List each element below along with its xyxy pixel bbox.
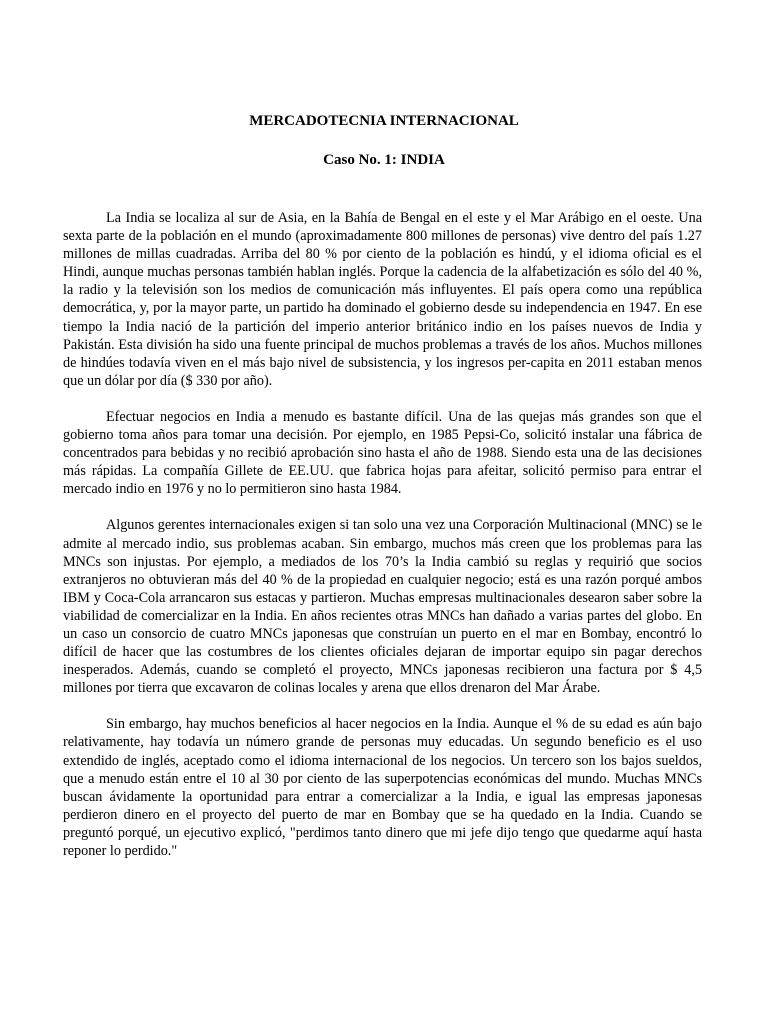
document-title: MERCADOTECNIA INTERNACIONAL (249, 113, 519, 129)
paragraph-mnc-problems: Algunos gerentes internacionales exigen si tan solo una vez una Corporación Multinacional (MNC) se le admite al mercado indio, sus problemas acaban. Sin embargo, muchos más creen que los problemas para las MNCs son injustas. Por ejemplo, a mediados de los 70’s la India cambió su reglas y requirió que socios extranjeros no obtuvieran más del 40 % de la propiedad en cualquier negocio; está es una razón porqué ambos IBM y Coca-Cola arrancaron sus estacas y partieron. Muchas empresas multinacionales desearon saber sobre la viabilidad de comercializar en la India. En años recientes otras MNCs han dañado a varias partes del globo. En un caso un consorcio de cuatro MNCs japonesas que construían un puerto en el mar en Bombay, encontró lo difícil de hacer que las costumbres de los clientes oficiales dejaran de importar equipo sin pagar derechos inesperados. Además, cuando se completó el proyecto, MNCs japonesas recibieron una factura por $ 4,5 millones por tierra que excavaron de colinas locales y arena que ellos drenaron del Mar Árabe. (63, 517, 702, 697)
paragraph-location: La India se localiza al sur de Asia, en la Bahía de Bengal en el este y el Mar Arábigo en el oeste. Una sexta parte de la población en el mundo (aproximadamente 800 millones de personas) vive dentro del país 1.27 millones de millas cuadradas. Arriba del 80 % por ciento de la población es hindú, y el idioma oficial es el Hindi, aunque muchas personas también hablan inglés. Porque la cadencia de la alfabetización es sólo del 40 %, la radio y la televisión son los medios de comunicación más influyentes. El país opera como una república democrática, y, por la mayor parte, un partido ha dominado el gobierno desde su independencia en 1947. En ese tiempo la India nació de la partición del imperio anterior británico indio en los países nuevos de India y Pakistán. Esta división ha sido una fuente principal de muchos problemas a través de los años. Muchos millones de hindúes todavía viven en el más bajo nivel de subsistencia, y los ingresos per-capita en 2011 estaban menos que un dólar por día ($ 330 por año). (63, 210, 702, 389)
paragraph-business-difficulty: Efectuar negocios en India a menudo es bastante difícil. Una de las quejas más grandes son que el gobierno toma años para tomar una decisión. Por ejemplo, en 1985 Pepsi-Co, solicitó instalar una fábrica de concentrados para bebidas y no recibió aprobación sino hasta el año de 1988. Siendo esta una de las decisiones más rápidas. La compañía Gillete de EE.UU. que fabrica hojas para afeitar, solicitó permiso para entrar el mercado indio en 1976 y no lo permitieron sino hasta 1984. (63, 408, 702, 498)
document-body (63, 209, 702, 878)
paragraph-benefits: Sin embargo, hay muchos beneficios al hacer negocios en la India. Aunque el % de su edad es aún bajo relativamente, hay todavía un número grande de personas muy educadas. Un segundo beneficio es el uso extendido de inglés, aceptado como el idioma internacional de los negocios. Un tercero son los bajos sueldos, que a menudo están entre el 10 al 30 por ciento de las superpotencias económicas del mundo. Muchas MNCs buscan ávidamente la oportunidad para entrar a comercializar a la India, e igual las empresas japonesas perdieron dinero en el proyecto del puerto de mar en Bombay que se ha quedado en la India. Cuando se preguntó porqué, un ejecutivo explicó, "perdimos tanto dinero que mi jefe dijo tengo que quedarme aquí hasta reponer lo perdido." (63, 716, 702, 859)
document-subtitle: Caso No. 1: INDIA (323, 152, 445, 168)
